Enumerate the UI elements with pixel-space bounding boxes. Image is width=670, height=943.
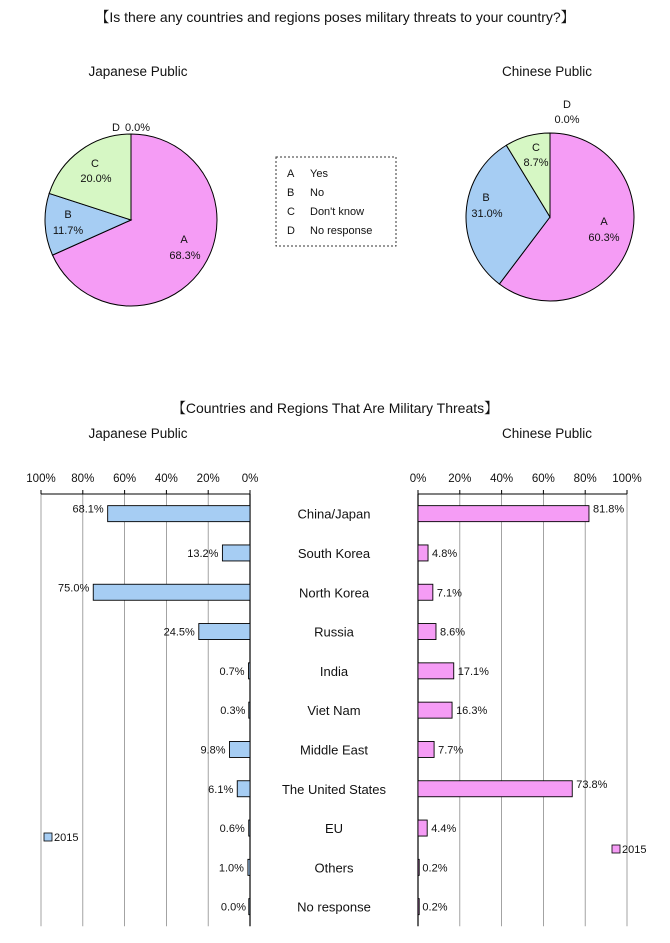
category-label: EU	[324, 821, 344, 837]
pie-japan-key-a: A	[180, 234, 188, 246]
pie-china-value-c: 8.7%	[523, 157, 549, 169]
bar-china-legend-label: 2015	[622, 844, 647, 856]
top-title: 【Is there any countries and regions poses military threats to your country?】	[95, 9, 575, 25]
bar-japan-bar	[249, 663, 250, 679]
pie-japan-value-d: 0.0%	[124, 122, 151, 134]
pie-china-value-d: 0.0%	[554, 114, 580, 126]
bar-japan-legend	[44, 832, 78, 844]
bar-china-tick-label: 20%	[448, 473, 472, 485]
bar-japan-bar	[230, 741, 250, 757]
bar-china-value-label: 4.8%	[432, 547, 458, 560]
bar-japan-value-label: 0.6%	[219, 823, 245, 836]
legend-key-a: A	[287, 168, 295, 180]
bar-japan-tick-label: 100%	[26, 473, 56, 485]
bar-china-value-label: 73.8%	[576, 778, 608, 791]
bar-china-legend	[612, 844, 646, 856]
bar-china-value-label: 81.8%	[592, 503, 625, 516]
bar-japan-value-label: 9.8%	[200, 744, 226, 757]
category-label: The United States	[281, 781, 387, 797]
bar-japan-bar	[108, 506, 250, 522]
bar-china-value-label: 0.2%	[422, 901, 448, 914]
bar-china-value-label: 8.6%	[439, 626, 466, 639]
pie-legend	[276, 157, 396, 246]
bar-japan-tick-label: 0%	[241, 473, 259, 485]
bar-china-tick-label: 0%	[409, 473, 427, 485]
category-labels	[282, 507, 387, 915]
bar-japan-bar	[249, 899, 250, 915]
category-label: No response	[297, 899, 371, 915]
bar-japan-value-label: 6.1%	[208, 783, 234, 796]
bar-china-title: Chinese Public	[501, 426, 593, 441]
pie-china-title: Chinese Public	[501, 64, 593, 79]
bar-chart-japan	[26, 473, 258, 926]
legend-key-b: B	[287, 187, 295, 199]
bar-japan-tick-label: 60%	[113, 473, 137, 485]
bar-japan-tick-label: 80%	[71, 473, 95, 485]
bar-china-value-label: 16.3%	[456, 705, 488, 718]
bar-china-bar	[418, 624, 436, 640]
pie-china-key-a: A	[600, 216, 608, 228]
legend-label-b: No	[310, 187, 325, 199]
bar-china-bar	[418, 741, 434, 757]
bar-japan-value-label: 0.7%	[219, 665, 245, 678]
bar-china-value-label: 4.4%	[431, 823, 457, 836]
category-label: North Korea	[298, 585, 370, 601]
legend-label-d: No response	[310, 225, 373, 237]
bar-china-value-label: 7.1%	[436, 587, 462, 600]
pie-japan-key-d: D	[111, 122, 120, 134]
bar-japan-bar	[222, 545, 250, 561]
category-label: Viet Nam	[307, 703, 361, 719]
bar-japan-bar	[248, 859, 250, 875]
category-label: South Korea	[297, 545, 371, 561]
bar-china-bar	[418, 663, 454, 679]
bar-japan-bar	[199, 624, 250, 640]
bar-china-tick-label: 100%	[612, 473, 642, 485]
pie-china-value-b: 31.0%	[471, 208, 503, 220]
legend-key-d: D	[287, 225, 295, 237]
pie-china-key-d: D	[563, 99, 571, 111]
bar-china-tick-label: 40%	[490, 473, 514, 485]
pie-japan-value-a: 68.3%	[169, 250, 201, 262]
bar-china-value-label: 7.7%	[438, 744, 464, 757]
bar-japan-bar	[249, 702, 250, 718]
category-label: Others	[314, 860, 354, 876]
bar-china-tick-label: 80%	[573, 473, 597, 485]
bar-japan-value-label: 75.0%	[58, 582, 90, 595]
bar-japan-value-label: 13.2%	[187, 547, 219, 560]
bar-china-bar	[418, 781, 572, 797]
bottom-title: 【Countries and Regions That Are Military Threats】	[171, 400, 499, 416]
bar-china-tick-label: 60%	[531, 473, 555, 485]
bar-japan-tick-label: 20%	[196, 473, 220, 485]
bar-japan-tick-label: 40%	[154, 473, 178, 485]
bar-japan-bar	[249, 820, 250, 836]
pie-china-value-a: 60.3%	[588, 232, 620, 244]
bar-china-bar	[418, 545, 428, 561]
bar-china-bar	[418, 899, 419, 915]
bar-china-value-label: 0.2%	[422, 862, 448, 875]
pie-china-key-b: B	[482, 192, 490, 204]
bar-japan-value-label: 0.3%	[220, 705, 246, 718]
bar-china-bar	[418, 584, 433, 600]
bar-japan-value-label: 24.5%	[163, 626, 195, 639]
bar-japan-legend-swatch	[44, 833, 52, 841]
bar-japan-value-label: 1.0%	[218, 862, 244, 875]
category-label: Russia	[314, 624, 354, 640]
legend-label-c: Don't know	[310, 206, 365, 218]
legend-key-c: C	[287, 206, 295, 218]
pie-china-key-c: C	[532, 142, 540, 154]
pie-japan-label-d	[112, 122, 150, 134]
category-label: India	[319, 663, 349, 679]
bar-japan-value-label: 0.0%	[220, 901, 246, 914]
bar-china-bar	[418, 820, 427, 836]
bar-china-bar	[418, 506, 589, 522]
bar-china-bar	[418, 702, 452, 718]
pie-japan-value-c: 20.0%	[80, 173, 112, 185]
bar-chart-china	[410, 473, 642, 926]
category-label: Middle East	[300, 742, 368, 758]
legend-label-a: Yes	[310, 168, 328, 180]
bar-japan-value-label: 68.1%	[72, 503, 104, 516]
bar-japan-legend-label: 2015	[54, 832, 79, 844]
pie-japan-title: Japanese Public	[88, 64, 188, 79]
pie-japan-key-b: B	[64, 209, 72, 221]
bar-japan-bar	[237, 781, 250, 797]
pie-japan-key-c: C	[91, 158, 99, 170]
bar-china-bar	[418, 859, 419, 875]
bar-japan-title: Japanese Public	[88, 426, 188, 441]
bar-china-legend-swatch	[612, 845, 620, 853]
bar-japan-bar	[93, 584, 250, 600]
bar-china-value-label: 17.1%	[457, 665, 489, 678]
category-label: China/Japan	[297, 506, 371, 522]
pie-japan-value-b: 11.7%	[52, 225, 84, 237]
